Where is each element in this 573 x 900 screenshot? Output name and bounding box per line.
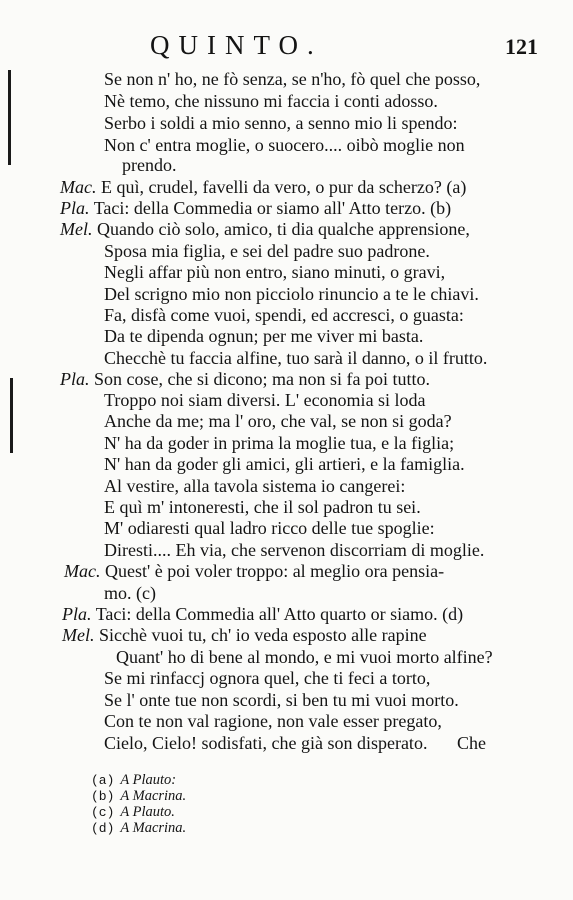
verse-line: [104, 326, 423, 347]
verse-text: prendo.: [122, 155, 177, 175]
verse-line: [104, 433, 454, 454]
left-margin-bleed-lower: [10, 378, 13, 453]
verse-line: [60, 369, 430, 390]
speaker-label: Pla.: [62, 604, 92, 624]
verse-text: Se non n' ho, ne fò senza, se n'ho, fò quel che posso,: [104, 69, 481, 89]
verse-text: Non c' entra moglie, o suocero.... oibò moglie non: [104, 135, 465, 155]
verse-line: [104, 518, 435, 539]
footnote: [91, 772, 176, 789]
footnote: [91, 804, 175, 821]
verse-line: [104, 348, 487, 369]
verse-line: [104, 540, 484, 561]
verse-text: Son cose, che si dicono; ma non si fa poi tutto.: [94, 369, 430, 389]
verse-text: Se l' onte tue non scordi, si ben tu mi vuoi morto.: [104, 690, 459, 710]
footnote-text: A Macrina.: [120, 788, 187, 804]
speaker-label: Pla.: [60, 198, 90, 218]
running-title: QUINTO.: [150, 30, 323, 60]
verse-text: Al vestire, alla tavola sistema io cangerei:: [104, 476, 406, 496]
footnote-mark: (d): [91, 821, 115, 836]
verse-text: Se mi rinfaccj ognora quel, che ti feci a torto,: [104, 668, 431, 688]
verse-text: Checchè tu faccia alfine, tuo sarà il danno, o il frutto.: [104, 348, 488, 368]
verse-line: [104, 113, 457, 134]
verse-line: [104, 733, 427, 754]
verse-line: [104, 711, 442, 732]
verse-text: Troppo noi siam diversi. L' economia si loda: [104, 390, 426, 410]
verse-text: E quì m' intoneresti, che il sol padron tu sei.: [104, 497, 421, 517]
verse-line: [104, 497, 421, 518]
verse-line: [104, 411, 452, 432]
verse-text: Sposa mia figlia, e sei del padre suo padrone.: [104, 241, 430, 261]
verse-line: [104, 241, 430, 262]
footnote-text: A Plauto:: [120, 772, 177, 788]
verse-line: [64, 561, 444, 582]
verse-text: Da te dipenda ognun; per me viver mi basta.: [104, 326, 424, 346]
verse-text: Del scrigno mio non picciolo rinuncio a te le chiavi.: [104, 284, 479, 304]
verse-line: [104, 69, 480, 90]
verse-line: [60, 177, 466, 198]
verse-text: Taci: della Commedia or siamo all' Atto terzo. (b): [93, 198, 452, 218]
verse-line: [104, 668, 430, 689]
verse-text: Diresti.... Eh via, che servenon discorriam di moglie.: [104, 540, 485, 560]
verse-text: Cielo, Cielo! sodisfati, che già son disperato.: [104, 733, 428, 753]
verse-text: mo. (c): [104, 583, 156, 603]
verse-text: Taci: della Commedia all' Atto quarto or siamo. (d): [95, 604, 464, 624]
verse-line: [62, 625, 427, 646]
verse-line: [60, 198, 451, 219]
verse-text: E quì, crudel, favelli da vero, o pur da scherzo? (a): [100, 177, 467, 197]
footnote-text: A Plauto.: [120, 804, 175, 820]
verse-line: [122, 155, 176, 176]
verse-line: [104, 91, 438, 112]
verse-text: Quest' è poi voler troppo: al meglio ora pensia-: [104, 561, 445, 581]
verse-line: [104, 305, 464, 326]
speaker-label: Mel.: [60, 219, 93, 239]
verse-text: N' han da goder gli amici, gli artieri, e la famiglia.: [104, 454, 465, 474]
verse-text: Nè temo, che nissuno mi faccia i conti adosso.: [104, 91, 438, 111]
footnote-mark: (a): [91, 773, 115, 788]
verse-line: [104, 690, 459, 711]
page-number: 121: [505, 34, 538, 59]
verse-line: [116, 647, 493, 668]
verse-line: [62, 604, 463, 625]
verse-text: Serbo i soldi a mio senno, a senno mio li spendo:: [104, 113, 458, 133]
verse-text: Sicchè vuoi tu, ch' io veda esposto alle rapine: [98, 625, 427, 645]
verse-line: [104, 284, 479, 305]
footnote: [91, 820, 186, 837]
catchword: Che: [457, 733, 486, 753]
verse-text: Quant' ho di bene al mondo, e mi vuoi morto alfine?: [116, 647, 493, 667]
footnote-text: A Macrina.: [120, 820, 187, 836]
speaker-label: Mac.: [64, 561, 101, 581]
verse-text: Con te non val ragione, non vale esser pregato,: [104, 711, 442, 731]
speaker-label: Mel.: [62, 625, 95, 645]
left-margin-bleed: [8, 70, 11, 165]
verse-text: M' odiaresti qual ladro ricco delle tue spoglie:: [104, 518, 435, 538]
verse-line: [60, 219, 470, 240]
verse-line: [104, 262, 445, 283]
verse-text: Anche da me; ma l' oro, che val, se non si goda?: [104, 411, 452, 431]
speaker-label: Pla.: [60, 369, 90, 389]
verse-line: [104, 454, 465, 475]
verse-text: Negli affar più non entro, siano minuti, o gravi,: [104, 262, 446, 282]
verse-text: Quando ciò solo, amico, ti dia qualche apprensione,: [96, 219, 470, 239]
verse-line: [104, 583, 156, 604]
verse-text: N' ha da goder in prima la moglie tua, e la figlia;: [104, 433, 455, 453]
verse-text: Fa, disfà come vuoi, spendi, ed accresci, o guasta:: [104, 305, 464, 325]
verse-line: [104, 476, 405, 497]
speaker-label: Mac.: [60, 177, 97, 197]
verse-line: [104, 390, 426, 411]
footnote: [91, 788, 186, 805]
verse-line: [104, 135, 465, 156]
footnote-mark: (b): [91, 789, 115, 804]
footnote-mark: (c): [91, 805, 115, 820]
